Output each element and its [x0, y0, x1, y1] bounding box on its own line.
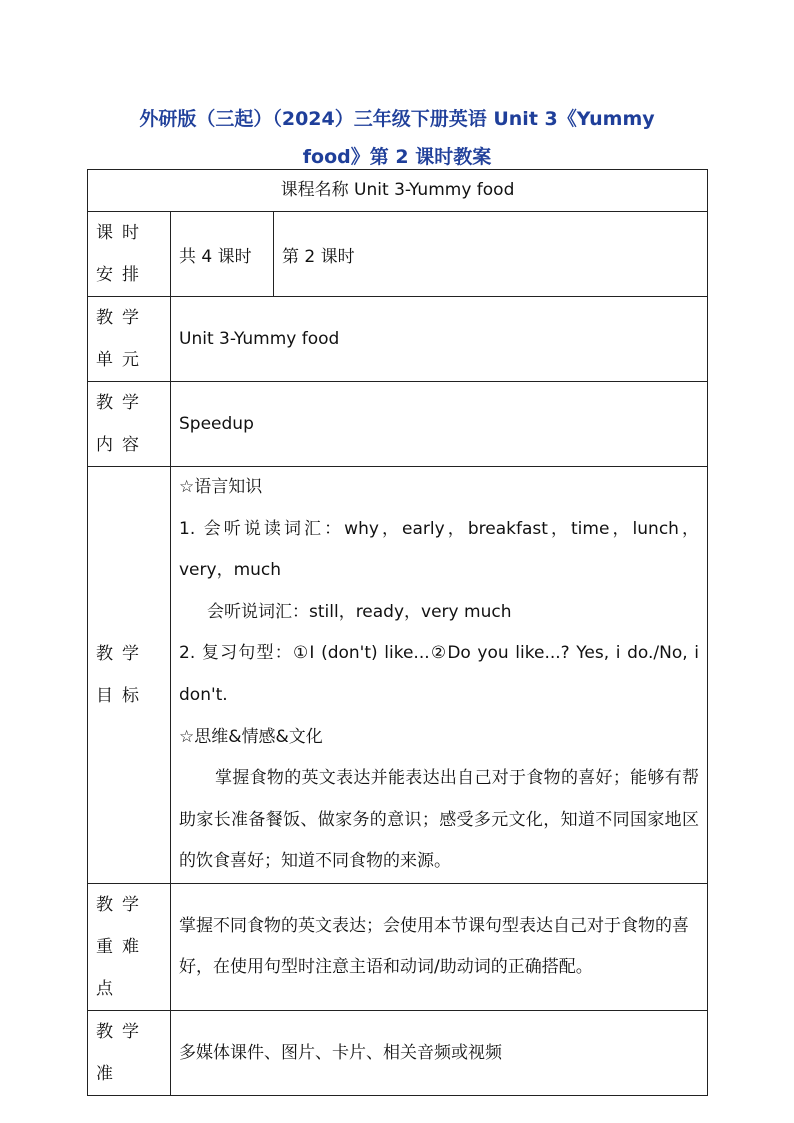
document-title [80, 100, 714, 176]
goal-heading-thinking: ☆思维&情感&文化 [179, 726, 323, 747]
schedule-total: 共 4 课时 [171, 212, 274, 297]
schedule-current: 第 2 课时 [274, 212, 708, 297]
table-row-content [88, 382, 708, 467]
goal-vocab-read: 1. 会听说读词汇：why，early，breakfast，time，lunch，very，much [179, 518, 700, 581]
table-row-key-points [88, 883, 708, 1010]
title-line-1: 外研版（三起）（2024）三年级下册英语 Unit 3《Yummy [139, 108, 655, 130]
goal-sentence-review: 2. 复习句型：①I (don't) like...②Do you like...? Yes, i do./No, i don't. [179, 643, 700, 705]
table-row-goals [88, 467, 708, 884]
content-value: Speedup [171, 382, 708, 467]
unit-label: 教学单元 [88, 297, 171, 382]
unit-value: Unit 3-Yummy food [171, 297, 708, 382]
goal-vocab-listen: 会听说词汇：still，ready，very much [207, 601, 512, 622]
course-name-cell: 课程名称 Unit 3-Yummy food [88, 170, 708, 212]
goal-culture-text: 掌握食物的英文表达并能表达出自己对于食物的喜好；能够有帮助家长准备餐饭、做家务的意识；感受多元文化，知道不同国家地区的饮食喜好；知道不同食物的来源。 [179, 768, 700, 872]
key-points-label: 教学重难点 [88, 883, 171, 1010]
goal-heading-language: ☆语言知识 [179, 477, 263, 497]
lesson-plan-table [87, 169, 708, 1096]
content-label: 教学内容 [88, 382, 171, 467]
table-row-schedule [88, 212, 708, 297]
schedule-label: 课时安排 [88, 212, 171, 297]
key-points-value: 掌握不同食物的英文表达；会使用本节课句型表达自己对于食物的喜好，在使用句型时注意主语和动词/助动词的正确搭配。 [171, 883, 708, 1010]
goals-content [171, 467, 708, 884]
table-row-preparation [88, 1010, 708, 1095]
goals-label: 教学目标 [88, 467, 171, 884]
preparation-label: 教学准 [88, 1010, 171, 1095]
preparation-value: 多媒体课件、图片、卡片、相关音频或视频 [171, 1010, 708, 1095]
table-row-unit [88, 297, 708, 382]
title-line-2: food》第 2 课时教案 [302, 146, 492, 168]
table-row-course-name [88, 170, 708, 212]
